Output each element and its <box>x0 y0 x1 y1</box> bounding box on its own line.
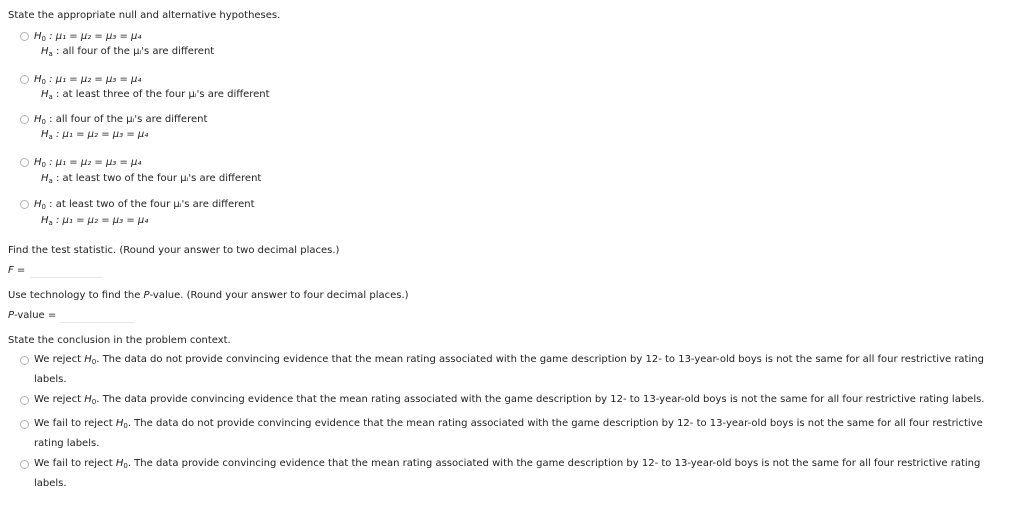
alternative-hypothesis: $H_a$ : μ₁ = μ₂ = μ₃ = μ₄ <box>41 129 149 141</box>
radio-button[interactable] <box>20 158 29 167</box>
conclusion-text: We fail to reject $H_0$. The data provide convincing evidence that the mean rating associated with the game description by 12- to 13-year-old boys is not the same for all four restrictive rating labels. <box>34 458 981 489</box>
alternative-hypothesis: $H_a$ : at least three of the four μᵢ's are different <box>41 89 270 101</box>
alternative-hypothesis: $H_a$ : at least two of the four μᵢ's are different <box>41 173 262 185</box>
hypotheses-option-5[interactable] <box>20 199 1005 229</box>
hypotheses-prompt: State the appropriate null and alternative hypotheses. <box>8 10 281 21</box>
hypotheses-option-4[interactable] <box>20 157 1005 187</box>
conclusion-text: We reject $H_0$. The data provide convincing evidence that the mean rating associated with the game description by 12- to 13-year-old boys is not the same for all four restrictive rating labels. <box>34 394 985 406</box>
conclusion-prompt: State the conclusion in the problem context. <box>8 335 231 346</box>
radio-button[interactable] <box>20 32 29 41</box>
conclusion-option-3[interactable] <box>20 414 1005 454</box>
radio-button[interactable] <box>20 460 29 469</box>
radio-button[interactable] <box>20 420 29 429</box>
conclusion-option-2[interactable] <box>20 390 1005 412</box>
null-hypothesis: $H_0$ : μ₁ = μ₂ = μ₃ = μ₄ <box>34 74 142 86</box>
radio-button[interactable] <box>20 356 29 365</box>
radio-button[interactable] <box>20 396 29 405</box>
alternative-hypothesis: $H_a$ : all four of the μᵢ's are different <box>41 46 215 58</box>
conclusion-option-1[interactable] <box>20 350 1005 390</box>
hypotheses-option-2[interactable] <box>20 74 1005 104</box>
radio-button[interactable] <box>20 75 29 84</box>
conclusion-text: We fail to reject $H_0$. The data do not provide convincing evidence that the mean rating associated with the game description by 12- to 13-year-old boys is not the same for all four restrictive rating labels. <box>34 418 983 449</box>
radio-button[interactable] <box>20 115 29 124</box>
p-value-prompt: Use technology to find the P-value. (Round your answer to four decimal places.) <box>8 290 409 301</box>
conclusion-text: We reject $H_0$. The data do not provide convincing evidence that the mean rating associated with the game description by 12- to 13-year-old boys is not the same for all four restrictive rating labels. <box>34 354 984 385</box>
conclusion-option-4[interactable] <box>20 454 1005 494</box>
p-value-label: P-value = <box>8 310 57 321</box>
test-statistic-prompt: Find the test statistic. (Round your answer to two decimal places.) <box>8 245 340 256</box>
null-hypothesis: $H_0$ : all four of the μᵢ's are different <box>34 114 208 126</box>
radio-button[interactable] <box>20 200 29 209</box>
null-hypothesis: $H_0$ : at least two of the four μᵢ's are different <box>34 199 255 211</box>
null-hypothesis: $H_0$ : μ₁ = μ₂ = μ₃ = μ₄ <box>34 157 142 169</box>
p-value-input[interactable] <box>60 309 134 323</box>
hypotheses-option-1[interactable] <box>20 31 1005 61</box>
test-statistic-label: F = <box>8 265 26 276</box>
hypotheses-option-3[interactable] <box>20 114 1005 144</box>
alternative-hypothesis: $H_a$ : μ₁ = μ₂ = μ₃ = μ₄ <box>41 215 149 227</box>
test-statistic-input[interactable] <box>30 264 102 278</box>
null-hypothesis: $H_0$ : μ₁ = μ₂ = μ₃ = μ₄ <box>34 31 142 43</box>
